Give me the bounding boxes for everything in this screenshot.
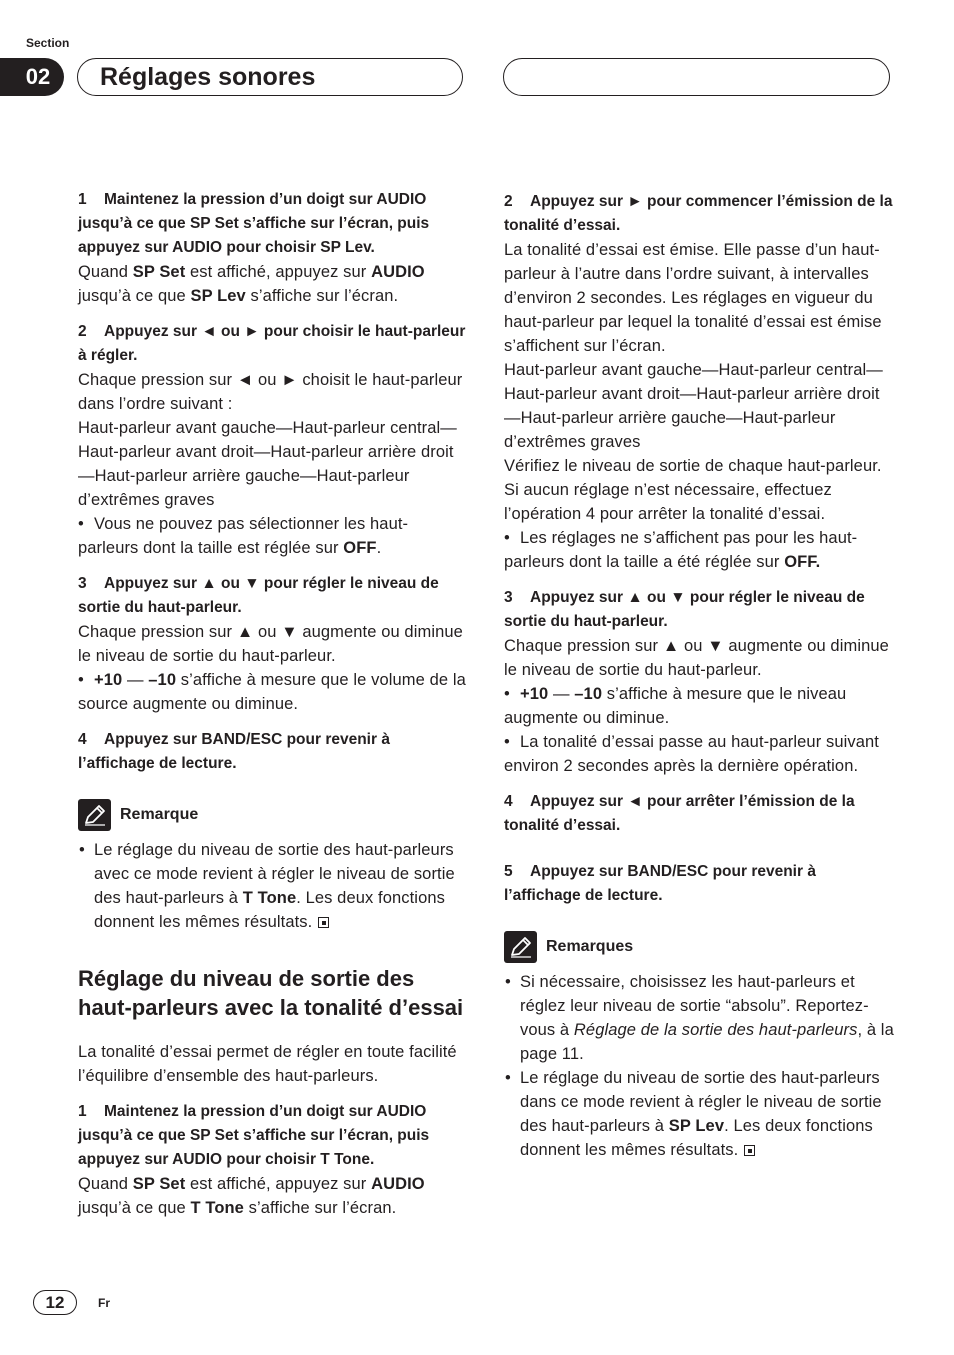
- left-arrow-icon: ◄: [236, 371, 254, 389]
- step-2: 2 Appuyez sur ◄ ou ► pour choisir le haut-parleur à régler.: [78, 323, 466, 364]
- up-arrow-icon: ▲: [201, 575, 217, 592]
- speaker-order: Haut-parleur avant gauche—Haut-parleur central—Haut-parleur avant droit—Haut-parleur arrière droit—Haut-parleur arrière gauche—Haut-parleur d’extrêmes graves: [504, 361, 883, 451]
- list-item: • Le réglage du niveau de sortie des haut-parleurs dans ce mode revient à régler le niveau de sortie des haut-parleurs à SP Lev. Les deux fonctions donnent les mêmes résultats.: [504, 1066, 894, 1162]
- page-number: 12: [33, 1290, 77, 1315]
- up-arrow-icon: ▲: [662, 637, 680, 655]
- down-arrow-icon: ▼: [281, 623, 298, 641]
- step-3-tone-bullet-1: • +10 — –10 s’affiche à mesure que le niveau augmente ou diminue.: [504, 685, 847, 727]
- down-arrow-icon: ▼: [707, 637, 724, 655]
- step-1-tone: 1 Maintenez la pression d’un doigt sur AUDIO jusqu’à ce que SP Set s’affiche sur l’écran, puis appuyez sur AUDIO pour choisir T Tone.: [78, 1103, 430, 1168]
- intro-paragraph: La tonalité d’essai permet de régler en toute facilité l’équilibre d’ensemble des haut-parleurs.: [78, 1043, 457, 1085]
- step-3: 3 Appuyez sur ▲ ou ▼ pour régler le niveau de sortie du haut-parleur.: [78, 575, 439, 616]
- note-pencil-icon: [78, 799, 111, 831]
- step-1-tone-body: Quand SP Set est affiché, appuyez sur AUDIO jusqu’à ce que T Tone s’affiche sur l’écran.: [78, 1175, 425, 1217]
- right-arrow-icon: ►: [627, 193, 643, 210]
- page-title: Réglages sonores: [77, 58, 463, 96]
- title-box-right: [503, 58, 890, 96]
- step-3-body: Chaque pression sur ▲ ou ▼ augmente ou diminue le niveau de sortie du haut-parleur.: [78, 623, 463, 665]
- note-heading: Remarque: [78, 798, 468, 832]
- step-3-tone-bullet-2: • La tonalité d’essai passe au haut-parleur suivant environ 2 secondes après la dernière opération.: [504, 733, 879, 775]
- note-list: [78, 838, 468, 934]
- right-arrow-icon: ►: [244, 323, 260, 340]
- language-code: Fr: [98, 1296, 110, 1310]
- speaker-order: Haut-parleur avant gauche—Haut-parleur central—Haut-parleur avant droit—Haut-parleur arrière droit—Haut-parleur arrière gauche—Haut-parleur d’extrêmes graves: [78, 419, 457, 509]
- step-2-bullet: • Vous ne pouvez pas sélectionner les haut-parleurs dont la taille est réglée sur OFF.: [78, 515, 409, 557]
- left-arrow-icon: ◄: [201, 323, 217, 340]
- step-1-body: Quand SP Set est affiché, appuyez sur AUDIO jusqu’à ce que SP Lev s’affiche sur l’écran.: [78, 263, 425, 305]
- step-2-body: Chaque pression sur ◄ ou ► choisit le haut-parleur dans l’ordre suivant :: [78, 371, 463, 413]
- step-2-tone-check: Vérifiez le niveau de sortie de chaque haut-parleur. Si aucun réglage n’est nécessaire, effectuez l’opération 4 pour arrêter la tonalité d’essai.: [504, 457, 882, 523]
- left-column: [78, 188, 468, 1220]
- step-2-tone-bullet: • Les réglages ne s’affichent pas pour les haut-parleurs dont la taille a été réglée sur OFF.: [504, 529, 858, 571]
- list-item: • Le réglage du niveau de sortie des haut-parleurs avec ce mode revient à régler le niveau de sortie des haut-parleurs à T Tone. Les deux fonctions donnent les mêmes résultats.: [78, 838, 468, 934]
- end-mark-icon: [318, 917, 329, 928]
- notes-list: [504, 970, 894, 1162]
- step-3-bullet: • +10 — –10 s’affiche à mesure que le volume de la source augmente ou diminue.: [78, 671, 466, 713]
- step-5-tone: 5 Appuyez sur BAND/ESC pour revenir à l’affichage de lecture.: [504, 863, 816, 904]
- list-item: • Si nécessaire, choisissez les haut-parleurs et réglez leur niveau de sortie “absolu”. Reportez-vous à Réglage de la sortie des haut-parleurs, à la page 11.: [504, 970, 894, 1066]
- down-arrow-icon: ▼: [244, 575, 260, 592]
- up-arrow-icon: ▲: [236, 623, 254, 641]
- step-3-tone-body: Chaque pression sur ▲ ou ▼ augmente ou diminue le niveau de sortie du haut-parleur.: [504, 637, 889, 679]
- step-4: 4 Appuyez sur BAND/ESC pour revenir à l’affichage de lecture.: [78, 731, 390, 772]
- section-label: Section: [26, 36, 70, 50]
- section-number-badge: 02: [0, 58, 64, 96]
- step-2-tone-body: La tonalité d’essai est émise. Elle passe d’un haut-parleur à l’autre dans l’ordre suivant, à intervalles d’environ 2 secondes. Les réglages en vigueur du haut-parleur par lequel la tonalité d’essai est émise s’affichent sur l’écran.: [504, 241, 882, 355]
- subheading: Réglage du niveau de sortie des haut-parleurs avec la tonalité d’essai: [78, 966, 464, 1020]
- step-3-tone: 3 Appuyez sur ▲ ou ▼ pour régler le niveau de sortie du haut-parleur.: [504, 589, 865, 630]
- right-column: [504, 190, 894, 1162]
- step-1: 1 Maintenez la pression d’un doigt sur AUDIO jusqu’à ce que SP Set s’affiche sur l’écran, puis appuyez sur AUDIO pour choisir SP Lev.: [78, 191, 430, 256]
- notes-heading: Remarques: [504, 930, 894, 964]
- end-mark-icon: [744, 1145, 755, 1156]
- step-2-tone: 2 Appuyez sur ► pour commencer l’émission de la tonalité d’essai.: [504, 193, 893, 234]
- up-arrow-icon: ▲: [627, 589, 643, 606]
- right-arrow-icon: ►: [281, 371, 298, 389]
- step-4-tone: 4 Appuyez sur ◄ pour arrêter l’émission de la tonalité d’essai.: [504, 793, 855, 834]
- note-pencil-icon: [504, 931, 537, 963]
- down-arrow-icon: ▼: [670, 589, 686, 606]
- left-arrow-icon: ◄: [627, 793, 643, 810]
